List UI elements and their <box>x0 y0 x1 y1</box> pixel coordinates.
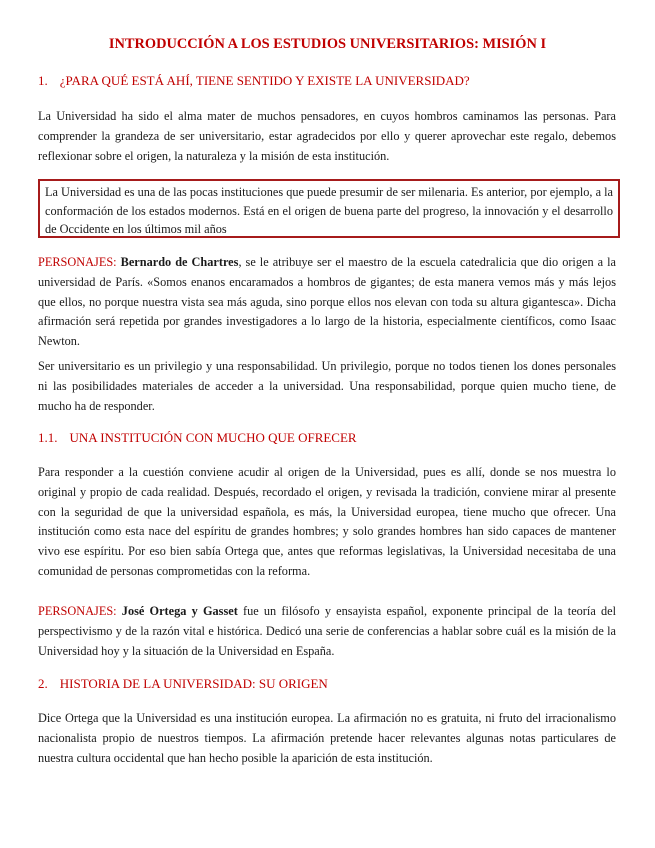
personaje-text: , se le atribuye ser el maestro de la escuela catedralicia que dio origen a la universidad de París. «Somos enanos encaramados a hombros de gigantes; de esta manera vemos más y más lejos que ellos, no porque nuestra vista sea más aguda, sino porque ellos nos elevan con toda su altura gigantesca». Dicha afirmación será repetida por grandes investigadores a lo largo de la historia, especialmente científicos, como Isaac Newton. <box>38 255 616 349</box>
callout-text: La Universidad es una de las pocas instituciones que puede presumir de ser milenaria. Es anterior, por ejemplo, a la conformación de los estados modernos. Está en el origen de buena parte del progreso, la innovación y el desarrollo de Occidente en los últimos mil años <box>45 185 613 237</box>
section-title: UNA INSTITUCIÓN CON MUCHO QUE OFRECER <box>69 430 357 445</box>
personaje-name: José Ortega y Gasset <box>121 604 238 618</box>
personajes-label: PERSONAJES: <box>38 255 117 269</box>
history-paragraph: Dice Ortega que la Universidad es una institución europea. La afirmación no es gratuita, ni fruto del irracionalismo nacionalista propio de nuestros tiempos. La afirmación pretende hacer relevantes algunas notas particulares de nuestra cultura occidental que han hecho posible la aparición de esta institución. <box>38 711 616 765</box>
section-heading-1 <box>38 73 470 89</box>
section-heading-1-1 <box>38 430 357 446</box>
section-heading-2 <box>38 676 328 692</box>
section-title: ¿PARA QUÉ ESTÁ AHÍ, TIENE SENTIDO Y EXISTE LA UNIVERSIDAD? <box>59 73 470 88</box>
highlight-callout-box <box>38 179 620 238</box>
origin-paragraph: Para responder a la cuestión conviene acudir al origen de la Universidad, pues es allí, donde se nos muestra lo original y propio de cada realidad. Después, recordado el origen, y revisada la tradición, conviene mirar al presente con la seguridad de que la universidad española, es más, la Universidad europea, tiene mucho que ofrecer. Una institución como esta nace del espíritu de grandes hombres; y solo grandes hombres han sido capaces de mantener vivo ese espíritu. Por eso bien sabía Ortega que, antes que reformas legislativas, la Universidad necesitaba de una comunidad de personas comprometidas con la reforma. <box>38 465 616 578</box>
personajes-paragraph-chartres <box>38 253 616 352</box>
section-number: 1.1. <box>38 430 58 445</box>
personajes-label: PERSONAJES: <box>38 604 117 618</box>
personajes-paragraph-ortega <box>38 602 616 661</box>
section-number: 1. <box>38 73 48 88</box>
personaje-name: Bernardo de Chartres <box>120 255 239 269</box>
section-title: HISTORIA DE LA UNIVERSIDAD: SU ORIGEN <box>59 676 328 691</box>
intro-paragraph: La Universidad ha sido el alma mater de muchos pensadores, en cuyos hombros caminamos las personas. Para comprender la grandeza de ser universitario, estar agradecidos por ello y querer aprovechar este regalo, debemos reflexionar sobre el origen, la naturaleza y la misión de esta institución. <box>38 109 616 163</box>
privilege-paragraph: Ser universitario es un privilegio y una responsabilidad. Un privilegio, porque no todos tienen los dones personales ni las posibilidades materiales de acceder a la universidad. Una responsabilidad, porque quien mucho tiene, de mucho ha de responder. <box>38 359 616 413</box>
document-title: INTRODUCCIÓN A LOS ESTUDIOS UNIVERSITARIOS: MISIÓN I <box>108 36 547 52</box>
personaje-text: fue un filósofo y ensayista español, exponente principal de la teoría del perspectivismo y de la razón vital e histórica. Dedicó una serie de conferencias a hablar sobre cuál es la misión de la Universidad hoy y la situación de la Universidad en España. <box>38 604 616 658</box>
section-number: 2. <box>38 676 48 691</box>
